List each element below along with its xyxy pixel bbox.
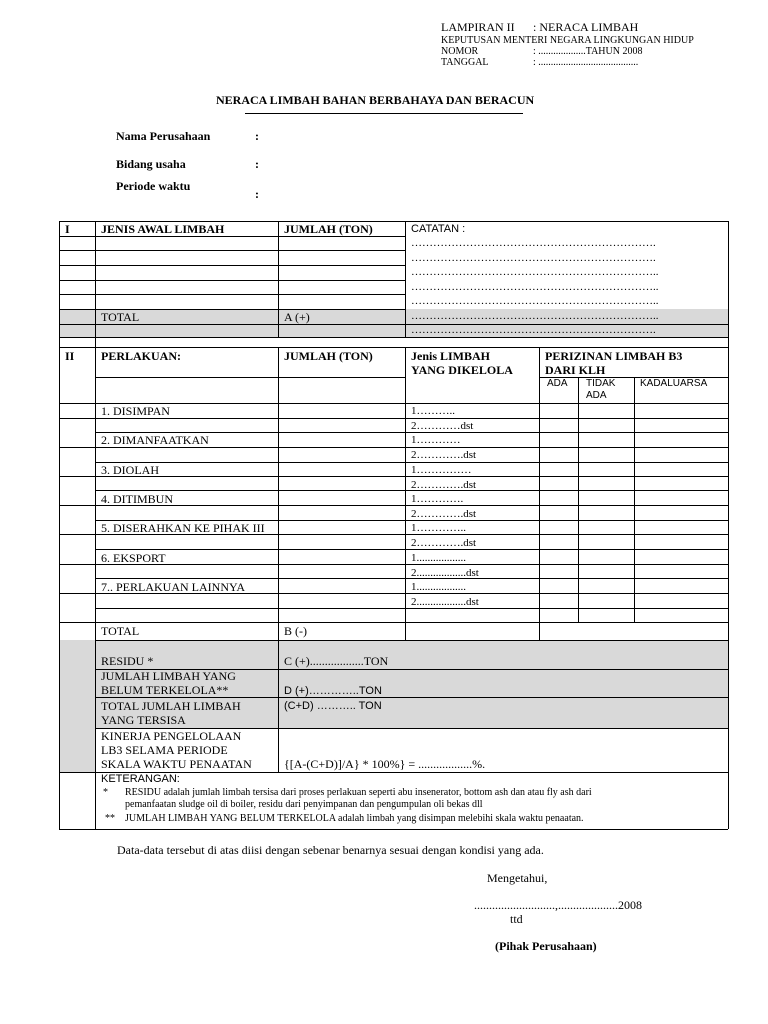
catatan-dot-line: ………………………………………………………….. xyxy=(411,280,659,293)
jenis-limbah-line-2: 2………….dst xyxy=(411,449,477,462)
section2-total-label: TOTAL xyxy=(101,624,140,638)
kinerja-value: {[A-(C+D)]/A} * 100%} = ..................%. xyxy=(284,757,486,771)
section2-total-top xyxy=(59,622,728,623)
section2-total-bottom xyxy=(95,640,728,641)
perlakuan-item-label: 4. DITIMBUN xyxy=(101,491,173,506)
nama-perusahaan-colon: : xyxy=(255,129,259,143)
jenis-limbah-line-1: 1.................. xyxy=(411,551,466,564)
section2-roman: II xyxy=(65,349,75,363)
jenis-limbah-line-1: 1.................. xyxy=(411,580,466,593)
statement-text: Data-data tersebut di atas diisi dengan sebenar benarnya sesuai dengan kondisi yang ada. xyxy=(117,843,544,857)
perlakuan-item-label: 2. DIMANFAATKAN xyxy=(101,433,209,448)
nama-perusahaan-label: Nama Perusahaan xyxy=(116,129,211,143)
perlakuan-item-label: 6. EKSPORT xyxy=(101,550,166,565)
section2-col-perizinan-1: PERIZINAN LIMBAH B3 xyxy=(545,349,683,363)
section2-col-jumlah: JUMLAH (TON) xyxy=(284,349,373,363)
item-row-line xyxy=(59,418,728,419)
jenis-limbah-line-1: 1…………… xyxy=(411,463,472,476)
perlakuan-item-label: 5. DISERAHKAN KE PIHAK III xyxy=(101,521,265,536)
section1-row-line xyxy=(59,250,405,251)
jenis-limbah-line-1: 1………… xyxy=(411,434,461,447)
section1-total-label: TOTAL xyxy=(101,310,140,324)
lampiran-value: : NERACA LIMBAH xyxy=(533,20,639,34)
perizinan-ada-line xyxy=(578,377,579,622)
section2-top xyxy=(59,347,728,348)
document-title: NERACA LIMBAH BAHAN BERBAHAYA DAN BERACUN xyxy=(216,93,535,107)
keterangan-note-1-line-1: RESIDU adalah jumlah limbah tersisa dari proses perlakuan seperti abu insenerator, bottom ash dan atau fly ash dari xyxy=(125,787,592,798)
section2-col-jenis-1: Jenis LIMBAH xyxy=(411,349,491,363)
catatan-label: CATATAN : xyxy=(411,223,466,235)
section1-col-jumlah: JUMLAH (TON) xyxy=(284,222,373,236)
bidang-usaha-label: Bidang usaha xyxy=(116,157,186,171)
kinerja-label-3: SKALA WAKTU PENAATAN xyxy=(101,757,252,771)
belum-terkelola-label-2: BELUM TERKELOLA** xyxy=(101,683,229,697)
jenis-limbah-line-1: 1…………. xyxy=(411,492,464,505)
belum-bottom xyxy=(95,697,728,698)
item-row-line xyxy=(59,476,728,477)
section2-jumlah-line xyxy=(278,347,279,772)
jenis-limbah-line-1: 1……….. xyxy=(411,405,455,417)
section2-jenis-line xyxy=(405,347,406,640)
periode-waktu-colon: : xyxy=(255,187,259,201)
perlakuan-item-label: 3. DIOLAH xyxy=(101,462,159,477)
summary-roman-shade xyxy=(59,640,95,772)
lampiran-label: LAMPIRAN II xyxy=(441,20,515,34)
catatan-dot-line: …………………………………………………………. xyxy=(411,324,656,336)
bidang-usaha-colon: : xyxy=(255,157,259,171)
perizinan-sub-tidak-2: ADA xyxy=(586,390,607,401)
jenis-limbah-line-1: 1………….. xyxy=(411,522,466,535)
belum-terkelola-label-1: JUMLAH LIMBAH YANG xyxy=(101,669,236,683)
keterangan-note-1-line-2: pemanfaatan sludge oil di boiler, residu dari penyimpanan dan pengumpulan oli bekas dll xyxy=(125,799,483,810)
table-right-border xyxy=(728,221,729,829)
perlakuan-item-label: 7.. PERLAKUAN LAINNYA xyxy=(101,579,245,594)
jenis-limbah-line-2: 2………….dst xyxy=(411,507,477,520)
tanggal-label: TANGGAL xyxy=(441,57,489,68)
keterangan-star-1: * xyxy=(103,787,108,798)
tersisa-value: (C+D) ……….. TON xyxy=(284,700,382,712)
date-line: ...........................,....................2008 xyxy=(474,898,642,912)
residu-label: RESIDU * xyxy=(101,654,154,668)
section2-perizinan-line xyxy=(539,347,540,640)
perizinan-sub-kadaluarsa: KADALUARSA xyxy=(640,378,708,389)
section1-jumlah-line xyxy=(278,221,279,337)
catatan-dot-line: ………………………………………………………….. xyxy=(411,295,659,307)
residu-value: C (+)..................TON xyxy=(284,654,389,668)
mengetahui-text: Mengetahui, xyxy=(487,871,548,885)
jenis-limbah-line-2: 2………….dst xyxy=(411,478,477,491)
section1-row-line xyxy=(59,265,405,266)
belum-terkelola-value: D (+)…………..TON xyxy=(284,685,382,697)
section1-row-line xyxy=(59,280,405,281)
section1-catatan-line xyxy=(405,221,406,337)
catatan-dot-line: ………………………………………………………….. xyxy=(411,266,659,278)
section2-col-perizinan-2: DARI KLH xyxy=(545,363,606,377)
jenis-limbah-line-2: 2………….dst xyxy=(411,537,477,550)
keputusan-text: KEPUTUSAN MENTERI NEGARA LINGKUNGAN HIDUP xyxy=(441,35,694,46)
section2-total-value: B (-) xyxy=(284,624,307,638)
table-left-border xyxy=(59,221,60,829)
jenis-limbah-line-2: 2…………dst xyxy=(411,420,474,432)
jenis-limbah-line-2: 2..................dst xyxy=(411,595,479,608)
pihak-perusahaan-text: (Pihak Perusahaan) xyxy=(495,939,597,953)
tersisa-label-2: YANG TERSISA xyxy=(101,713,186,727)
perizinan-sub-tidak-1: TIDAK xyxy=(586,378,616,389)
section2-col-jenis-2: YANG DIKELOLA xyxy=(411,363,513,377)
ttd-text: ttd xyxy=(510,912,523,926)
jenis-limbah-line-2: 2..................dst xyxy=(411,566,479,579)
section1-col-jenis: JENIS AWAL LIMBAH xyxy=(101,222,225,236)
table-bottom-border xyxy=(59,829,728,830)
catatan-dot-line: …………………………………………………………. xyxy=(411,251,656,264)
kinerja-label-1: KINERJA PENGELOLAAN xyxy=(101,729,242,743)
section2-header-bottom xyxy=(95,377,405,378)
section1-row-line xyxy=(59,236,405,237)
section1-total-value: A (+) xyxy=(284,310,310,324)
perlakuan-item-label: 1. DISIMPAN xyxy=(101,404,170,418)
catatan-dot-line: …………………………………………………………. xyxy=(411,237,656,249)
kinerja-label-2: LB3 SELAMA PERIODE xyxy=(101,743,228,757)
perizinan-tidak-line xyxy=(634,377,635,622)
keterangan-note-2: JUMLAH LIMBAH YANG BELUM TERKELOLA adalah limbah yang disimpan melebihi skala waktu penaatan. xyxy=(125,813,584,824)
nomor-value: : ...................TAHUN 2008 xyxy=(533,46,643,57)
tersisa-label-1: TOTAL JUMLAH LIMBAH xyxy=(101,699,241,713)
tanggal-value: : ........................................ xyxy=(533,57,639,68)
section1-row-line xyxy=(59,294,405,295)
perizinan-sub-ada: ADA xyxy=(547,378,568,389)
section1-roman: I xyxy=(65,222,70,236)
section1-bottom xyxy=(59,337,728,338)
section2-col-perlakuan: PERLAKUAN: xyxy=(101,349,181,363)
periode-waktu-label: Periode waktu xyxy=(116,179,191,193)
keterangan-star-2: ** xyxy=(105,813,115,824)
catatan-dot-line: ………………………………………………………….. xyxy=(411,309,659,322)
title-underline xyxy=(245,113,523,114)
keterangan-label: KETERANGAN: xyxy=(101,773,180,785)
nomor-label: NOMOR xyxy=(441,46,479,57)
roman-column-line xyxy=(95,221,96,829)
